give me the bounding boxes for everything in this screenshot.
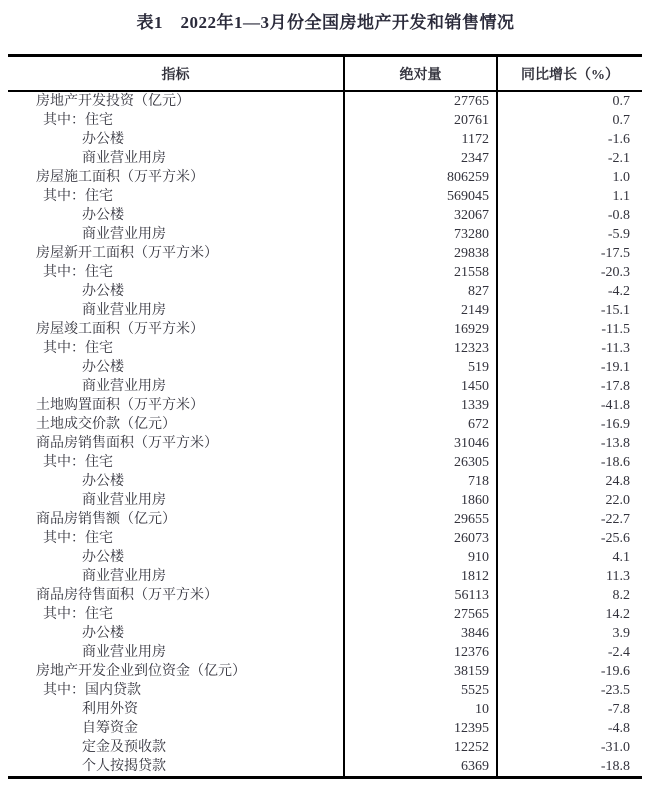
growth-value-cell: 1.1 bbox=[612, 189, 630, 204]
growth-value-cell: 14.2 bbox=[605, 607, 630, 622]
growth-value-cell: 24.8 bbox=[605, 474, 630, 489]
indicator-cell: 商品房待售面积（万平方米） bbox=[8, 586, 344, 605]
growth-value-cell: 22.0 bbox=[605, 493, 630, 508]
absolute-value-cell: 12376 bbox=[344, 643, 497, 662]
indicator-cell: 土地成交价款（亿元） bbox=[8, 415, 344, 434]
indicator-cell: 商业营业用房 bbox=[8, 567, 344, 586]
indicator-cell: 其中：住宅 bbox=[8, 529, 344, 548]
statistics-table bbox=[8, 54, 642, 779]
absolute-value-cell: 1450 bbox=[344, 377, 497, 396]
indicator-cell: 其中：住宅 bbox=[8, 339, 344, 358]
absolute-value-cell: 672 bbox=[344, 415, 497, 434]
growth-value-cell: -18.6 bbox=[600, 455, 630, 470]
table-row bbox=[8, 605, 642, 624]
growth-value-cell: -4.2 bbox=[607, 284, 630, 299]
table-row bbox=[8, 320, 642, 339]
absolute-value-cell: 3846 bbox=[344, 624, 497, 643]
indicator-cell: 办公楼 bbox=[8, 282, 344, 301]
absolute-value-cell: 20761 bbox=[344, 111, 497, 130]
table-row bbox=[8, 700, 642, 719]
table-row bbox=[8, 757, 642, 778]
table-row bbox=[8, 719, 642, 738]
absolute-value-cell: 16929 bbox=[344, 320, 497, 339]
absolute-value-cell: 26073 bbox=[344, 529, 497, 548]
table-row bbox=[8, 472, 642, 491]
table-row bbox=[8, 434, 642, 453]
indicator-cell: 商业营业用房 bbox=[8, 225, 344, 244]
absolute-value-cell: 32067 bbox=[344, 206, 497, 225]
growth-value-cell: -7.8 bbox=[607, 702, 630, 717]
table-row bbox=[8, 510, 642, 529]
growth-value-cell: -17.8 bbox=[600, 379, 630, 394]
absolute-value-cell: 27765 bbox=[344, 91, 497, 111]
table-row bbox=[8, 149, 642, 168]
growth-value-cell: 0.7 bbox=[612, 94, 630, 109]
absolute-value-cell: 1812 bbox=[344, 567, 497, 586]
growth-value-cell: -11.3 bbox=[601, 341, 630, 356]
table-row bbox=[8, 339, 642, 358]
absolute-value-cell: 12252 bbox=[344, 738, 497, 757]
indicator-cell: 办公楼 bbox=[8, 548, 344, 567]
table-row bbox=[8, 586, 642, 605]
table-row bbox=[8, 491, 642, 510]
table-row bbox=[8, 548, 642, 567]
growth-value-cell: 1.0 bbox=[612, 170, 630, 185]
indicator-cell: 房地产开发企业到位资金（亿元） bbox=[8, 662, 344, 681]
growth-value-cell: -16.9 bbox=[600, 417, 630, 432]
indicator-cell: 其中：住宅 bbox=[8, 187, 344, 206]
indicator-cell: 其中：国内贷款 bbox=[8, 681, 344, 700]
absolute-value-cell: 1172 bbox=[344, 130, 497, 149]
indicator-cell: 利用外资 bbox=[8, 700, 344, 719]
table-row bbox=[8, 206, 642, 225]
table-row bbox=[8, 643, 642, 662]
table-row bbox=[8, 624, 642, 643]
growth-value-cell: -2.4 bbox=[607, 645, 630, 660]
header-row bbox=[8, 56, 642, 92]
table-row bbox=[8, 529, 642, 548]
absolute-value-cell: 2347 bbox=[344, 149, 497, 168]
table-row bbox=[8, 396, 642, 415]
growth-value-cell: -5.9 bbox=[607, 227, 630, 242]
indicator-cell: 商品房销售面积（万平方米） bbox=[8, 434, 344, 453]
absolute-value-cell: 26305 bbox=[344, 453, 497, 472]
growth-value-cell: -15.1 bbox=[600, 303, 630, 318]
indicator-cell: 商业营业用房 bbox=[8, 149, 344, 168]
table-row bbox=[8, 91, 642, 111]
growth-value-cell: -41.8 bbox=[600, 398, 630, 413]
table-row bbox=[8, 111, 642, 130]
table-row bbox=[8, 738, 642, 757]
absolute-value-cell: 519 bbox=[344, 358, 497, 377]
table-row bbox=[8, 453, 642, 472]
indicator-cell: 商业营业用房 bbox=[8, 377, 344, 396]
table-row bbox=[8, 244, 642, 263]
growth-value-cell: -31.0 bbox=[600, 740, 630, 755]
indicator-cell: 商业营业用房 bbox=[8, 301, 344, 320]
absolute-value-cell: 12323 bbox=[344, 339, 497, 358]
table-row bbox=[8, 168, 642, 187]
table-row bbox=[8, 681, 642, 700]
indicator-cell: 自筹资金 bbox=[8, 719, 344, 738]
indicator-cell: 其中：住宅 bbox=[8, 453, 344, 472]
table-body bbox=[8, 91, 642, 778]
growth-value-cell: -11.5 bbox=[601, 322, 630, 337]
growth-value-cell: 0.7 bbox=[612, 113, 630, 128]
table-row bbox=[8, 301, 642, 320]
growth-value-cell: -18.8 bbox=[600, 759, 630, 774]
column-header-indicator: 指标 bbox=[8, 56, 344, 92]
absolute-value-cell: 29655 bbox=[344, 510, 497, 529]
growth-value-cell: 8.2 bbox=[612, 588, 630, 603]
table-row bbox=[8, 567, 642, 586]
growth-value-cell: -0.8 bbox=[607, 208, 630, 223]
absolute-value-cell: 569045 bbox=[344, 187, 497, 206]
absolute-value-cell: 27565 bbox=[344, 605, 497, 624]
indicator-cell: 办公楼 bbox=[8, 130, 344, 149]
table-row bbox=[8, 282, 642, 301]
growth-value-cell: 3.9 bbox=[612, 626, 630, 641]
absolute-value-cell: 2149 bbox=[344, 301, 497, 320]
absolute-value-cell: 806259 bbox=[344, 168, 497, 187]
absolute-value-cell: 21558 bbox=[344, 263, 497, 282]
growth-value-cell: -17.5 bbox=[600, 246, 630, 261]
table-row bbox=[8, 225, 642, 244]
table-header bbox=[8, 56, 642, 92]
indicator-cell: 其中：住宅 bbox=[8, 605, 344, 624]
indicator-cell: 定金及预收款 bbox=[8, 738, 344, 757]
growth-value-cell: -13.8 bbox=[600, 436, 630, 451]
indicator-cell: 办公楼 bbox=[8, 358, 344, 377]
absolute-value-cell: 29838 bbox=[344, 244, 497, 263]
growth-value-cell: -2.1 bbox=[607, 151, 630, 166]
absolute-value-cell: 12395 bbox=[344, 719, 497, 738]
indicator-cell: 土地购置面积（万平方米） bbox=[8, 396, 344, 415]
growth-value-cell: -1.6 bbox=[607, 132, 630, 147]
column-header-growth: 同比增长（%） bbox=[497, 56, 642, 92]
table-row bbox=[8, 415, 642, 434]
indicator-cell: 个人按揭贷款 bbox=[8, 757, 344, 778]
absolute-value-cell: 10 bbox=[344, 700, 497, 719]
indicator-cell: 商品房销售额（亿元） bbox=[8, 510, 344, 529]
growth-value-cell: -25.6 bbox=[600, 531, 630, 546]
column-header-absolute: 绝对量 bbox=[344, 56, 497, 92]
absolute-value-cell: 827 bbox=[344, 282, 497, 301]
table-title: 表1 2022年1—3月份全国房地产开发和销售情况 bbox=[136, 13, 515, 32]
absolute-value-cell: 5525 bbox=[344, 681, 497, 700]
indicator-cell: 商业营业用房 bbox=[8, 491, 344, 510]
table-row bbox=[8, 662, 642, 681]
indicator-cell: 办公楼 bbox=[8, 624, 344, 643]
growth-value-cell: 4.1 bbox=[612, 550, 630, 565]
absolute-value-cell: 56113 bbox=[344, 586, 497, 605]
growth-value-cell: -19.6 bbox=[600, 664, 630, 679]
table-row bbox=[8, 263, 642, 282]
indicator-cell: 办公楼 bbox=[8, 206, 344, 225]
absolute-value-cell: 910 bbox=[344, 548, 497, 567]
indicator-cell: 房地产开发投资（亿元） bbox=[8, 91, 344, 111]
indicator-cell: 房屋竣工面积（万平方米） bbox=[8, 320, 344, 339]
absolute-value-cell: 38159 bbox=[344, 662, 497, 681]
growth-value-cell: -4.8 bbox=[607, 721, 630, 736]
absolute-value-cell: 73280 bbox=[344, 225, 497, 244]
absolute-value-cell: 718 bbox=[344, 472, 497, 491]
absolute-value-cell: 1860 bbox=[344, 491, 497, 510]
indicator-cell: 商业营业用房 bbox=[8, 643, 344, 662]
indicator-cell: 房屋新开工面积（万平方米） bbox=[8, 244, 344, 263]
indicator-cell: 其中：住宅 bbox=[8, 263, 344, 282]
absolute-value-cell: 31046 bbox=[344, 434, 497, 453]
indicator-cell: 房屋施工面积（万平方米） bbox=[8, 168, 344, 187]
absolute-value-cell: 1339 bbox=[344, 396, 497, 415]
growth-value-cell: 11.3 bbox=[606, 569, 630, 584]
table-row bbox=[8, 358, 642, 377]
indicator-cell: 办公楼 bbox=[8, 472, 344, 491]
growth-value-cell: -22.7 bbox=[600, 512, 630, 527]
indicator-cell: 其中：住宅 bbox=[8, 111, 344, 130]
table-row bbox=[8, 130, 642, 149]
table-row bbox=[8, 187, 642, 206]
table-row bbox=[8, 377, 642, 396]
growth-value-cell: -19.1 bbox=[600, 360, 630, 375]
growth-value-cell: -23.5 bbox=[600, 683, 630, 698]
growth-value-cell: -20.3 bbox=[600, 265, 630, 280]
absolute-value-cell: 6369 bbox=[344, 757, 497, 778]
